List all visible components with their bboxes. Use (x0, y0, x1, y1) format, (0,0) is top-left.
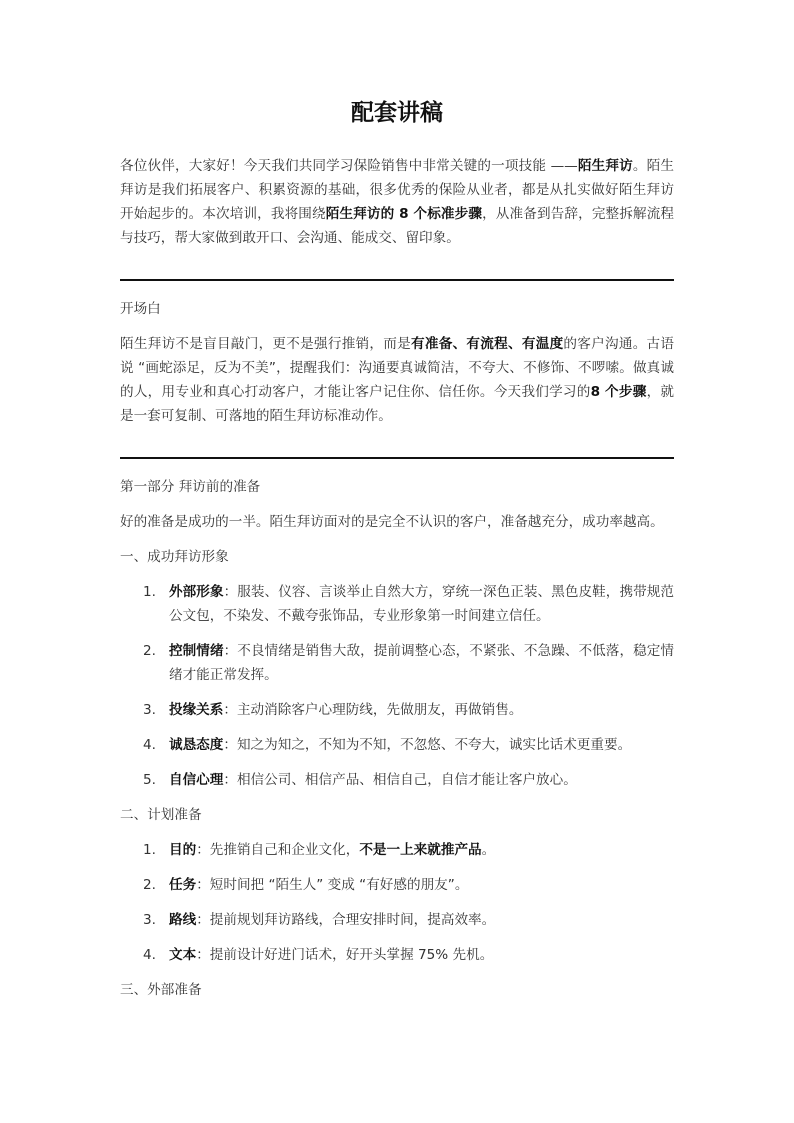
list-item (120, 580, 674, 628)
text-run: ：服装、仪容、言谈举止自然大方，穿统一深色正装、黑色皮鞋，携带规范公文包，不染发、不戴夸张饰品，专业形象第一时间建立信任。 (169, 584, 675, 624)
list-number: 2. (143, 643, 156, 659)
part1-paragraph (120, 510, 674, 534)
list-item (120, 838, 674, 862)
text-run: 。 (481, 842, 496, 858)
text-run: ，就是一套可复制、可落地的陌生拜访标准动作。 (120, 384, 674, 424)
opening-heading: 开场白 (120, 301, 161, 317)
list-item (120, 943, 674, 967)
list-item (120, 733, 674, 757)
list-number: 1. (143, 842, 156, 858)
list-number: 4. (143, 947, 156, 963)
bold-text: 控制情绪 (169, 643, 224, 659)
text-run: ：主动消除客户心理防线，先做朋友，再做销售。 (223, 702, 523, 718)
text-run: ：提前设计好进门话术，好开头掌握 75% 先机。 (196, 947, 494, 963)
list-number: 3. (143, 912, 156, 928)
intro-paragraph (120, 154, 674, 250)
list-item (120, 873, 674, 897)
text-run: ：不良情绪是销售大敌，提前调整心态，不紧张、不急躁、不低落，稳定情绪才能正常发挥。 (169, 643, 675, 683)
section-divider (120, 457, 674, 459)
bold-text: 路线 (169, 912, 197, 928)
text-run: ，从准备到告辞，完整拆解流程与技巧，帮大家做到敢开口、会沟通、能成交、留印象。 (120, 206, 674, 246)
subsection-heading: 一、成功拜访形象 (120, 549, 229, 565)
bold-text: 目的 (169, 842, 197, 858)
subsection-heading: 三、外部准备 (120, 982, 202, 998)
bold-text: 8 个步骤 (590, 384, 647, 400)
bold-text: 陌生拜访的 8 个标准步骤 (325, 206, 483, 222)
part1-heading: 第一部分 拜访前的准备 (120, 479, 261, 495)
section-divider (120, 279, 674, 281)
list-number: 2. (143, 877, 156, 893)
bold-text: 文本 (169, 947, 197, 963)
opening-paragraph (120, 332, 674, 428)
text-run: 各位伙伴，大家好！今天我们共同学习保险销售中非常关键的一项技能 —— (120, 158, 578, 174)
text-run: ：知之为知之，不知为不知，不忽悠、不夸大，诚实比话术更重要。 (223, 737, 632, 753)
list-item (120, 698, 674, 722)
text-run: 好的准备是成功的一半。陌生拜访面对的是完全不认识的客户，准备越充分，成功率越高。 (120, 514, 664, 530)
text-run: 。陌生拜访是我们拓展客户、积累资源的基础，很多优秀的保险从业者，都是从扎实做好陌生拜访开始起步的。本次培训，我将围绕 (120, 158, 675, 222)
text-run: ：提前规划拜访路线，合理安排时间，提高效率。 (196, 912, 496, 928)
numbered-list (120, 580, 674, 792)
bold-text: 有准备、有流程、有温度 (411, 336, 564, 352)
list-item (120, 768, 674, 792)
list-item (120, 639, 674, 687)
numbered-list (120, 838, 674, 967)
subsection-heading: 二、计划准备 (120, 807, 202, 823)
list-number: 1. (143, 584, 156, 600)
text-run: ：先推销自己和企业文化， (196, 842, 360, 858)
list-number: 3. (143, 702, 156, 718)
bold-text: 自信心理 (169, 772, 224, 788)
bold-text: 不是一上来就推产品 (359, 842, 482, 858)
bold-text: 外部形象 (169, 584, 224, 600)
bold-text: 诚恳态度 (169, 737, 224, 753)
list-number: 4. (143, 737, 156, 753)
bold-text: 任务 (169, 877, 197, 893)
document-title: 配套讲稿 (351, 100, 443, 126)
list-item (120, 908, 674, 932)
part1-sections (120, 545, 674, 1002)
text-run: 陌生拜访不是盲目敲门，更不是强行推销，而是 (120, 336, 411, 352)
document-page (120, 92, 674, 1013)
text-run: ：相信公司、相信产品、相信自己，自信才能让客户放心。 (223, 772, 577, 788)
text-run: 的客户沟通。古语说 “画蛇添足，反为不美”，提醒我们：沟通要真诚简洁，不夸大、不修饰、不啰嗦。做真诚的人，用专业和真心打动客户，才能让客户记住你、信任你。今天我们学习的 (120, 336, 675, 400)
bold-text: 陌生拜访 (577, 158, 633, 174)
text-run: ：短时间把 “陌生人” 变成 “有好感的朋友”。 (196, 877, 469, 893)
bold-text: 投缘关系 (169, 702, 224, 718)
list-number: 5. (143, 772, 156, 788)
